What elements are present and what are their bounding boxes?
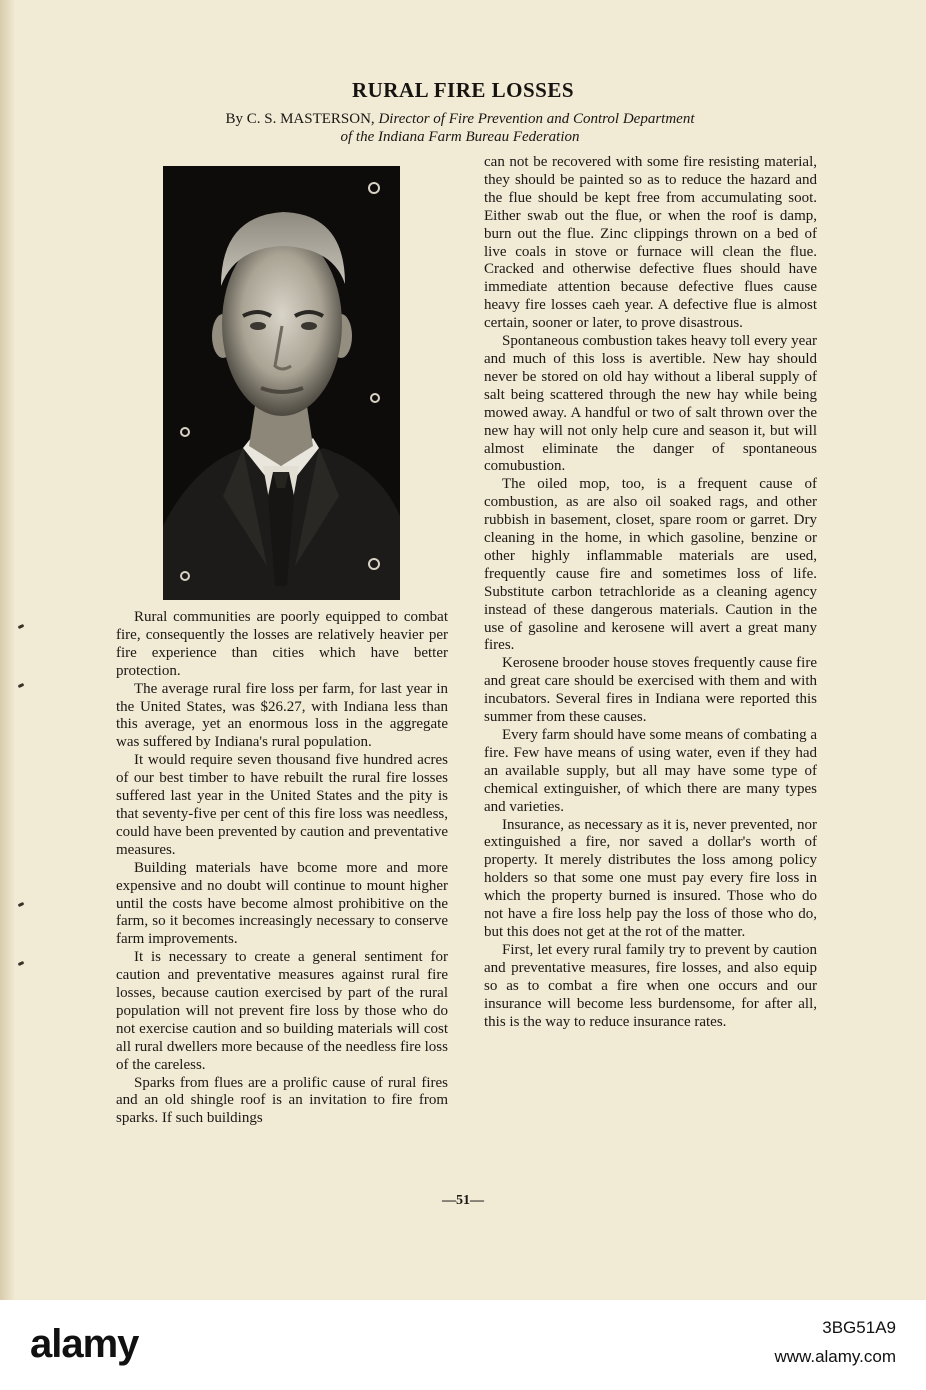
binding-mark — [18, 961, 25, 966]
paragraph: Sparks from flues are a prolific cause of rural fires and an old shingle roof is an invitation to fire from sparks. If such buildings — [116, 1074, 448, 1127]
page-spine — [0, 0, 14, 1300]
author-portrait-photo — [163, 166, 400, 600]
paragraph: Every farm should have some means of combating a fire. Few have means of using water, even if they had an available supply, but all may have some type of chemical extinguisher, of which there are many types and varieties. — [484, 727, 817, 815]
binding-mark — [18, 902, 25, 907]
right-text-column — [484, 154, 817, 1031]
paragraph: Building materials have bcome more and more expensive and no doubt will continue to mount higher until the costs have become almost prohibitive on the farm, so it becomes increasingly necessary to conserve farm improvements. — [116, 859, 448, 948]
paragraph-continued: can not be recovered with some fire resisting material, they should be painted so as to reduce the hazard and the flue should be kept free from accumulating soot. Either swab out the flue, or when the roof is damp, burn out the flue. Zinc clippings thrown on a bed of live coals in stove or furnace will clean the flue. Cracked and otherwise defective flues should have immediate attention because defective flues cause heavy fire losses caeh year. A defective flue is almost certain, sooner or later, to prove disastrous. — [484, 154, 817, 332]
paragraph: It is necessary to create a general sentiment for caution and preventative measures against rural fire losses, because caution exercised by part of the rural population will not prevent fire loss by those who do not exercise caution and so building materials will cost all rural dwellers more because of the needless fire loss of the careless. — [116, 949, 448, 1073]
alamy-logo: alamy — [30, 1322, 139, 1366]
byline-author: By C. S. MASTERSON, — [225, 111, 375, 127]
paragraph: The oiled mop, too, is a frequent cause of combustion, as are also oil soaked rags, and other rubbish in basement, closet, spare room or garret. Dry cleaning in the home, in which gasoline, benzine or other highly inflammable materials are used, frequently cause fire and sometimes loss of life. Substitute carbon tetrachloride as a cleaning agency instead of these dangerous materials. Caution in the use of gasoline and kerosene will avert a great many fires. — [484, 476, 817, 654]
paragraph: First, let every rural family try to prevent by caution and preventative measures, fire losses, and also equip so as to combat a fire when one occurs and our insurance will become less burdensome, for after all, this is the way to reduce insurance rates. — [484, 941, 817, 1030]
binding-mark — [18, 683, 25, 688]
left-text-column — [116, 609, 448, 1128]
paragraph: The average rural fire loss per farm, for last year in the United States, was $26.27, with Indiana less than this average, yet an enormous loss in the aggregate was suffered by Indiana's rural population. — [116, 680, 448, 751]
paragraph: Insurance, as necessary as it is, never prevented, nor extinguished a fire, nor saved a dollar's worth of property. It merely distributes the loss among policy holders so that some one must pay every fire loss in which the property burned is insured. Those who do not have a fire loss help pay the loss of those who do, but this does not get at the rot of the matter. — [484, 816, 817, 940]
article-byline — [150, 110, 770, 146]
binding-mark — [18, 624, 25, 629]
byline-affiliation-line2: of the Indiana Farm Bureau Federation — [340, 129, 580, 145]
watermark-url: www.alamy.com — [774, 1347, 896, 1366]
paragraph: Kerosene brooder house stoves frequently cause fire and great care should be exercised with them and with incubators. Several fires in Indiana were reported this summer from these causes. — [484, 655, 817, 726]
byline-affiliation-line1: Director of Fire Prevention and Control Department — [378, 111, 695, 127]
paragraph: Rural communities are poorly equipped to combat fire, consequently the losses are relatively heavier per fire experience than cities which have better protection. — [116, 609, 448, 679]
paragraph: Spontaneous combustion takes heavy toll every year and much of this loss is avertible. New hay should never be stored on old hay without a liberal supply of salt being scattered through the new hay while being mowed away. A handful or two of salt thrown over the new hay will not only help cure and season it, but will almost eliminate the danger of spontaneous comubustion. — [484, 333, 817, 475]
stock-watermark-bar — [0, 1300, 926, 1390]
article-title: RURAL FIRE LOSSES — [351, 78, 575, 102]
image-id: 3BG51A9 — [822, 1318, 896, 1337]
page-number: —51— — [442, 1193, 484, 1208]
paragraph: It would require seven thousand five hundred acres of our best timber to have rebuilt the rural fire losses suffered last year in the United States and the pity is that seventy-five per cent of this fire loss was needless, could have been prevented by caution and preventative measures. — [116, 752, 448, 858]
